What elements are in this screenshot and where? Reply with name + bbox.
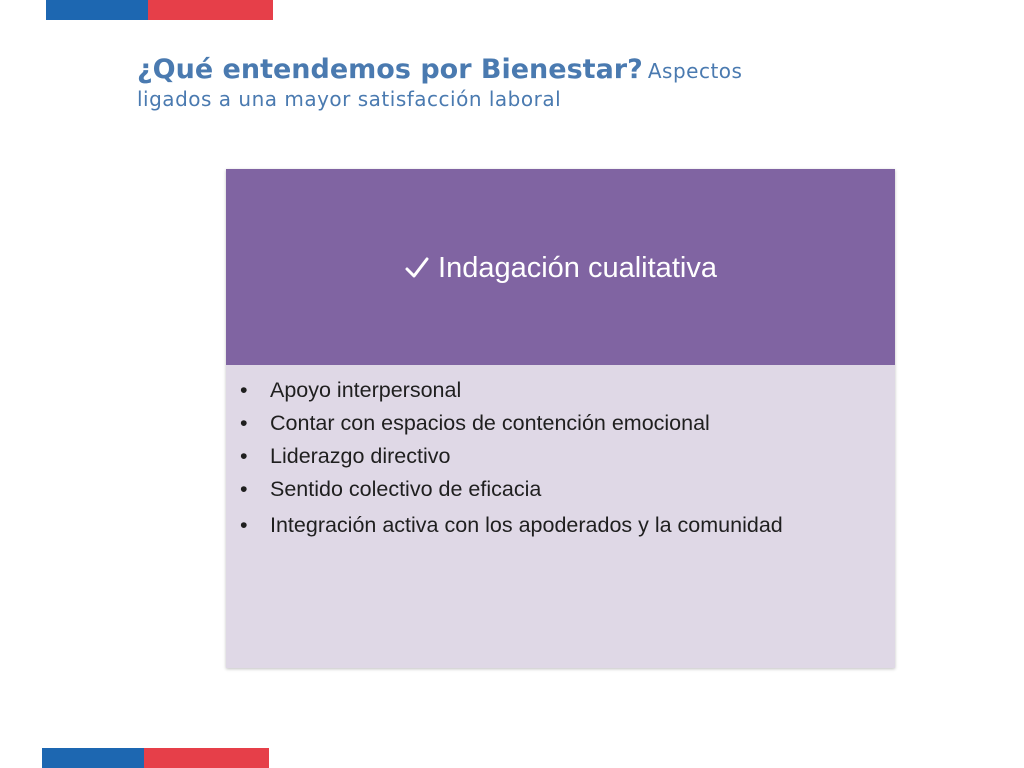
bullet-dot: • xyxy=(240,513,248,537)
card-header-title: Indagación cualitativa xyxy=(438,251,717,284)
slide-title xyxy=(137,54,917,111)
content-card xyxy=(226,169,895,668)
bullet-dot: • xyxy=(240,378,248,402)
bottom-flag-bar xyxy=(42,748,269,768)
list-item-text: Liderazgo directivo xyxy=(270,444,451,468)
list-item xyxy=(240,378,783,411)
bullet-dot: • xyxy=(240,477,248,501)
bullet-list xyxy=(240,378,783,546)
list-item xyxy=(240,477,783,510)
card-body xyxy=(226,365,895,668)
list-item xyxy=(240,513,783,546)
bullet-dot: • xyxy=(240,444,248,468)
card-header-content xyxy=(404,252,717,285)
list-item xyxy=(240,444,783,477)
card-header xyxy=(226,169,895,365)
list-item xyxy=(240,411,783,444)
flag-red-segment xyxy=(148,0,273,20)
list-item-text: Sentido colectivo de eficacia xyxy=(270,477,542,501)
title-sub-first: Aspectos xyxy=(647,59,743,83)
flag-blue-segment xyxy=(42,748,144,768)
top-flag-bar xyxy=(46,0,273,20)
bullet-dot: • xyxy=(240,411,248,435)
list-item-text: Integración activa con los apoderados y la comunidad xyxy=(270,513,783,537)
title-sub-second: ligados a una mayor satisfacción laboral xyxy=(137,86,562,111)
checkmark-icon xyxy=(404,255,430,281)
title-main: ¿Qué entendemos por Bienestar? xyxy=(137,54,643,85)
list-item-text: Apoyo interpersonal xyxy=(270,378,462,402)
list-item-text: Contar con espacios de contención emocional xyxy=(270,411,710,435)
flag-red-segment xyxy=(144,748,269,768)
flag-blue-segment xyxy=(46,0,148,20)
